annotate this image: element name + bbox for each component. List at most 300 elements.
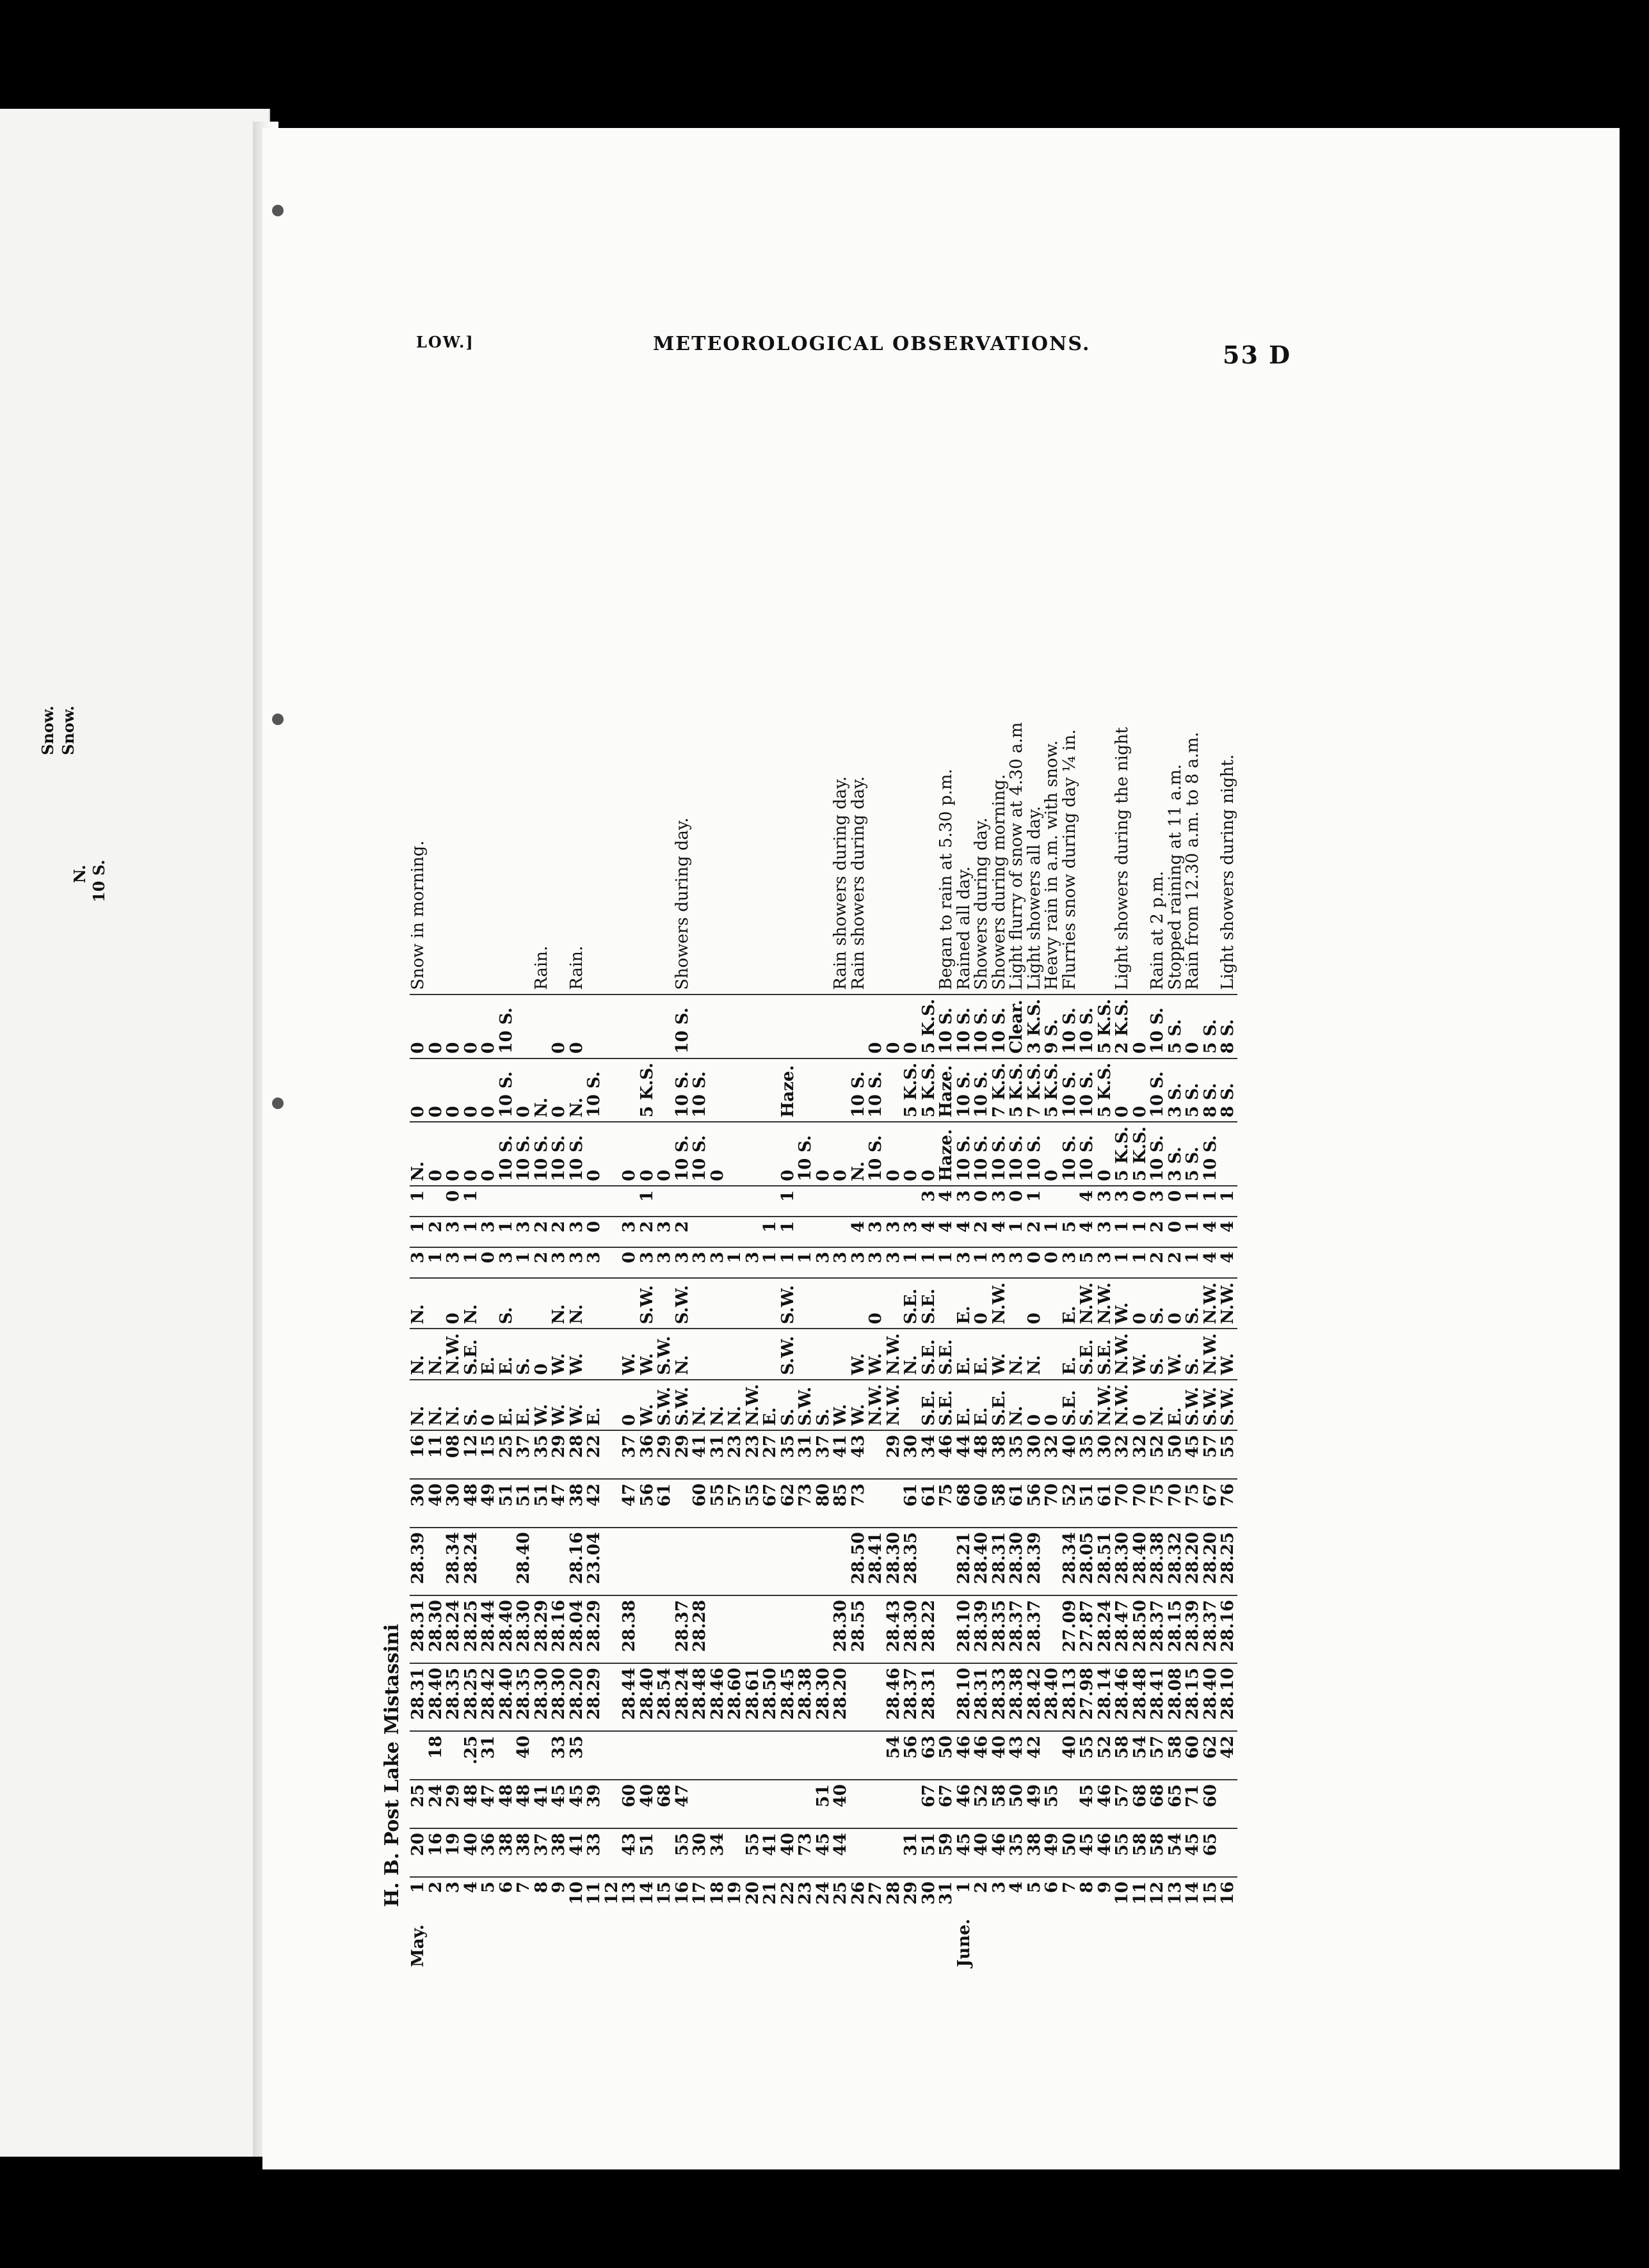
cell-d3 (639, 1528, 657, 1595)
binding-stitch (272, 1098, 284, 1109)
cell-d2: 28.25 (463, 1595, 481, 1663)
cell-f3: 1 (1219, 1186, 1237, 1217)
cell-b: 48 (515, 1780, 533, 1828)
cell-a: 65 (1202, 1828, 1220, 1877)
cell-f3: 0 (445, 1186, 463, 1217)
cell-w2: S. (515, 1329, 533, 1379)
cell-d5: 16 (410, 1430, 428, 1479)
cell-w2: S. (1184, 1329, 1202, 1379)
cell-m (463, 1912, 481, 1971)
cell-d1: 28.50 (762, 1663, 780, 1731)
cell-d3 (709, 1528, 727, 1595)
cell-a: 51 (639, 1828, 657, 1877)
cell-c: 60 (1184, 1731, 1202, 1780)
cell-d5: 45 (1184, 1430, 1202, 1479)
cell-a: 41 (568, 1828, 586, 1877)
cell-c: 40 (991, 1731, 1009, 1780)
cell-c3 (691, 994, 709, 1058)
cell-m (903, 1912, 921, 1971)
cell-c3: 10 S. (498, 994, 516, 1058)
cell-m (938, 1912, 956, 1971)
cell-c1 (744, 1122, 762, 1186)
cell-r (1202, 416, 1220, 994)
cell-c (709, 1731, 727, 1780)
cell-c: 46 (956, 1731, 974, 1780)
cell-d1: 28.40 (639, 1663, 657, 1731)
cell-a: 30 (691, 1828, 709, 1877)
cell-w2 (762, 1329, 780, 1379)
cell-c (445, 1731, 463, 1780)
table-row (903, 416, 921, 1971)
cell-a: 41 (762, 1828, 780, 1877)
cell-f3 (498, 1186, 516, 1217)
cell-d: 13 (620, 1881, 639, 1905)
cell-d4: 38 (568, 1479, 586, 1528)
cell-d3 (727, 1528, 744, 1595)
cell-f2: 2 (533, 1217, 551, 1247)
table-row (1026, 416, 1044, 1971)
cell-c1: 5 S. (1184, 1122, 1202, 1186)
cell-d4: 73 (850, 1479, 868, 1528)
cell-c1: 0 (445, 1122, 463, 1186)
cell-d3: 28.25 (1219, 1528, 1237, 1595)
cell-w1: N. (428, 1380, 446, 1430)
cell-c: 57 (1149, 1731, 1167, 1780)
cell-a: 20 (410, 1828, 428, 1877)
cell-c1: Haze. (938, 1122, 956, 1186)
cell-d1: 28.37 (903, 1663, 921, 1731)
cell-d1: 28.35 (445, 1663, 463, 1731)
cell-w1: S.E. (1061, 1380, 1079, 1430)
cell-c3: 0 (903, 994, 921, 1058)
cell-a: 31 (903, 1828, 921, 1877)
cell-d1: 28.30 (551, 1663, 568, 1731)
cell-c3: 10 S. (956, 994, 974, 1058)
cell-f1: 1 (1132, 1247, 1150, 1278)
cell-b (604, 1780, 622, 1828)
cell-d4: 75 (1184, 1479, 1202, 1528)
cell-f3 (815, 1186, 833, 1217)
cell-a: 49 (1043, 1828, 1061, 1877)
cell-d3: 28.32 (1167, 1528, 1185, 1595)
table-row (621, 416, 639, 1971)
cell-d5 (604, 1430, 622, 1479)
cell-c1: 10 S. (1202, 1122, 1220, 1186)
cell-f2: 4 (921, 1217, 938, 1247)
cell-w2: S.E. (1079, 1329, 1097, 1379)
cell-d3 (921, 1528, 938, 1595)
cell-b (762, 1780, 780, 1828)
cell-c: 56 (903, 1731, 921, 1780)
cell-d2: 28.10 (956, 1595, 974, 1663)
observation-table-rotated (410, 416, 1319, 1971)
cell-d5: 38 (991, 1430, 1009, 1479)
cell-d4: 75 (938, 1479, 956, 1528)
cell-a: 38 (498, 1828, 516, 1877)
cell-r (1079, 416, 1097, 994)
cell-d4 (885, 1479, 903, 1528)
cell-a: 36 (480, 1828, 498, 1877)
cell-f1: 0 (1026, 1247, 1044, 1278)
cell-f2 (744, 1217, 762, 1247)
cell-m (1149, 1912, 1167, 1971)
cell-d: 6 (1042, 1881, 1061, 1894)
cell-w3 (762, 1278, 780, 1329)
cell-c1: 0 (480, 1122, 498, 1186)
cell-c2: 10 S. (586, 1058, 604, 1122)
cell-c: 62 (1202, 1731, 1220, 1780)
cell-m: June. (954, 1919, 974, 1967)
cell-f3: 3 (1114, 1186, 1132, 1217)
cell-f1: 3 (1061, 1247, 1079, 1278)
cell-b (850, 1780, 868, 1828)
cell-d: 7 (1059, 1881, 1079, 1894)
cell-r (604, 416, 622, 994)
cell-d3 (551, 1528, 568, 1595)
cell-a: 45 (815, 1828, 833, 1877)
cell-r: Showers during morning. (991, 416, 1009, 994)
cell-w1: S.W. (656, 1380, 674, 1430)
cell-f1: 1 (515, 1247, 533, 1278)
cell-d3: 28.39 (410, 1528, 428, 1595)
cell-d4: 70 (1114, 1479, 1132, 1528)
cell-m (656, 1912, 674, 1971)
cell-d4: 52 (1061, 1479, 1079, 1528)
cell-r: Flurries snow during day ¼ in. (1061, 416, 1079, 994)
cell-d1: 28.24 (674, 1663, 692, 1731)
cell-d2: 28.55 (850, 1595, 868, 1663)
cell-c3 (639, 994, 657, 1058)
cell-a (604, 1828, 622, 1877)
cell-b: 29 (445, 1780, 463, 1828)
cell-d3: 28.05 (1079, 1528, 1097, 1595)
cell-c2: 10 S. (498, 1058, 516, 1122)
cell-d5: 37 (815, 1430, 833, 1479)
cell-f1: 3 (674, 1247, 692, 1278)
cell-w2: S.W. (656, 1329, 674, 1379)
cell-f2: 3 (885, 1217, 903, 1247)
cell-c: 43 (1008, 1731, 1026, 1780)
table-row (832, 416, 850, 1971)
cell-c: 31 (480, 1731, 498, 1780)
cell-r: Showers during day. (674, 416, 692, 994)
cell-w2: E. (480, 1329, 498, 1379)
cell-w2: W. (621, 1329, 639, 1379)
cell-w3: N. (463, 1278, 481, 1329)
cell-w3: N.W. (1202, 1278, 1220, 1329)
cell-f2: 4 (1202, 1217, 1220, 1247)
cell-w2: N. (1008, 1329, 1026, 1379)
cell-c2 (762, 1058, 780, 1122)
cell-r (903, 416, 921, 994)
cell-a: 45 (1184, 1828, 1202, 1877)
cell-d: 21 (760, 1881, 780, 1905)
cell-f1: 1 (797, 1247, 815, 1278)
left-fragment-snow-2: Snow. (59, 705, 77, 755)
cell-d: 8 (1077, 1881, 1097, 1894)
cell-d: 19 (725, 1881, 744, 1905)
cell-b: 48 (498, 1780, 516, 1828)
cell-d5: 28 (568, 1430, 586, 1479)
cell-d2: 28.44 (480, 1595, 498, 1663)
cell-r (586, 416, 604, 994)
cell-m (1167, 1912, 1185, 1971)
cell-d1: 28.45 (780, 1663, 798, 1731)
cell-a: 38 (551, 1828, 568, 1877)
cell-c1: 10 S. (1008, 1122, 1026, 1186)
cell-c2: 5 K.S. (639, 1058, 657, 1122)
cell-m (797, 1912, 815, 1971)
cell-f3 (727, 1186, 744, 1217)
cell-f1: 3 (586, 1247, 604, 1278)
cell-d2: 28.29 (586, 1595, 604, 1663)
cell-d5: 23 (744, 1430, 762, 1479)
cell-d5: 29 (656, 1430, 674, 1479)
cell-d1: 28.20 (568, 1663, 586, 1731)
cell-w3: S.E. (921, 1278, 938, 1329)
cell-m (867, 1912, 885, 1971)
cell-f1: 3 (410, 1247, 428, 1278)
cell-d: 1 (954, 1881, 974, 1894)
cell-f1: 3 (956, 1247, 974, 1278)
cell-w1: E. (762, 1380, 780, 1430)
cell-w1: E. (956, 1380, 974, 1430)
cell-w3: S.W. (639, 1278, 657, 1329)
cell-a: 73 (797, 1828, 815, 1877)
cell-d5: 27 (762, 1430, 780, 1479)
cell-d1 (604, 1663, 622, 1731)
cell-f3 (850, 1186, 868, 1217)
table-row (1219, 416, 1237, 1971)
cell-d5: 48 (973, 1430, 991, 1479)
cell-d2: 28.28 (691, 1595, 709, 1663)
cell-f3 (480, 1186, 498, 1217)
cell-r (780, 416, 798, 994)
cell-c2 (709, 1058, 727, 1122)
cell-f2: 1 (762, 1217, 780, 1247)
cell-d3: 28.39 (1026, 1528, 1044, 1595)
cell-d4: 70 (1043, 1479, 1061, 1528)
cell-c3: 8 S. (1219, 994, 1237, 1058)
cell-c2: 10 S. (1061, 1058, 1079, 1122)
cell-c3 (709, 994, 727, 1058)
cell-d1: 28.13 (1061, 1663, 1079, 1731)
cell-d1: 28.40 (498, 1663, 516, 1731)
cell-f1: 3 (445, 1247, 463, 1278)
cell-a: 34 (709, 1828, 727, 1877)
cell-w2: N. (410, 1329, 428, 1379)
cell-d: 4 (461, 1881, 481, 1894)
cell-d4: 58 (991, 1479, 1009, 1528)
cell-d: 8 (531, 1881, 551, 1894)
observation-rows (410, 416, 1237, 1971)
table-row (410, 416, 428, 1971)
cell-c1: 0 (621, 1122, 639, 1186)
cell-d2 (709, 1595, 727, 1663)
cell-w3 (621, 1278, 639, 1329)
cell-c1: 0 (428, 1122, 446, 1186)
cell-d4: 56 (639, 1479, 657, 1528)
cell-w3: N. (568, 1278, 586, 1329)
cell-r (656, 416, 674, 994)
cell-d2: 28.38 (621, 1595, 639, 1663)
cell-f2: 3 (867, 1217, 885, 1247)
cell-f3: 1 (410, 1186, 428, 1217)
cell-d4: 67 (762, 1479, 780, 1528)
cell-d4: 75 (1149, 1479, 1167, 1528)
cell-c2: 0 (445, 1058, 463, 1122)
cell-c1: 10 S. (973, 1122, 991, 1186)
cell-c2 (815, 1058, 833, 1122)
cell-a: 40 (973, 1828, 991, 1877)
cell-f3: 4 (1079, 1186, 1097, 1217)
cell-d1: 28.42 (1026, 1663, 1044, 1731)
cell-a: 44 (832, 1828, 850, 1877)
cell-b (727, 1780, 744, 1828)
cell-r (428, 416, 446, 994)
cell-m (973, 1912, 991, 1971)
cell-d1: 28.40 (1202, 1663, 1220, 1731)
cell-d3: 23.04 (586, 1528, 604, 1595)
cell-d1: 28.48 (1132, 1663, 1150, 1731)
cell-c3: 5 S. (1202, 994, 1220, 1058)
cell-f2: 4 (850, 1217, 868, 1247)
cell-w2: S.E. (921, 1329, 938, 1379)
cell-c1: 10 S. (674, 1122, 692, 1186)
cell-d3: 28.30 (1114, 1528, 1132, 1595)
cell-c3: 0 (428, 994, 446, 1058)
cell-d2 (762, 1595, 780, 1663)
cell-d5: 57 (1202, 1430, 1220, 1479)
cell-w1: N.W. (744, 1380, 762, 1430)
cell-f2 (797, 1217, 815, 1247)
cell-d2 (797, 1595, 815, 1663)
cell-c2: 0 (1132, 1058, 1150, 1122)
cell-d5: 34 (921, 1430, 938, 1479)
table-row (921, 416, 938, 1971)
cell-d: 27 (866, 1881, 885, 1905)
cell-d2: 28.30 (428, 1595, 446, 1663)
cell-c2: 8 S. (1219, 1058, 1237, 1122)
cell-r (621, 416, 639, 994)
cell-a: 46 (1097, 1828, 1114, 1877)
cell-d4: 60 (691, 1479, 709, 1528)
cell-c (586, 1731, 604, 1780)
cell-c1: 10 S. (956, 1122, 974, 1186)
cell-r: Light showers all day. (1026, 416, 1044, 994)
cell-d3: 28.30 (885, 1528, 903, 1595)
cell-b: 67 (938, 1780, 956, 1828)
cell-w1: E. (973, 1380, 991, 1430)
table-row (991, 416, 1009, 1971)
cell-w1: S.E. (938, 1380, 956, 1430)
table-row (850, 416, 868, 1971)
cell-c (691, 1731, 709, 1780)
cell-d1: 28.38 (1008, 1663, 1026, 1731)
cell-c2 (744, 1058, 762, 1122)
cell-w1: S. (1079, 1380, 1097, 1430)
cell-d3: 28.35 (903, 1528, 921, 1595)
cell-w3: 0 (867, 1278, 885, 1329)
cell-f3 (744, 1186, 762, 1217)
cell-d4: 51 (533, 1479, 551, 1528)
cell-f3 (709, 1186, 727, 1217)
cell-c3: Clear. (1008, 994, 1026, 1058)
cell-d: 11 (1130, 1881, 1150, 1905)
table-row (1097, 416, 1114, 1971)
cell-c1 (762, 1122, 780, 1186)
cell-f3 (656, 1186, 674, 1217)
cell-c3: 0 (1184, 994, 1202, 1058)
cell-b: 57 (1114, 1780, 1132, 1828)
cell-c2: 5 S. (1184, 1058, 1202, 1122)
cell-d3 (428, 1528, 446, 1595)
cell-d5: 30 (1026, 1430, 1044, 1479)
cell-d5: 35 (780, 1430, 798, 1479)
cell-f3: 1 (463, 1186, 481, 1217)
cell-d4: 70 (1132, 1479, 1150, 1528)
cell-f1: 0 (621, 1247, 639, 1278)
cell-r (797, 416, 815, 994)
cell-w1: S. (463, 1380, 481, 1430)
cell-c3: 0 (885, 994, 903, 1058)
cell-d1: 28.10 (956, 1663, 974, 1731)
cell-a: 16 (428, 1828, 446, 1877)
cell-c3: 10 S. (973, 994, 991, 1058)
cell-d: 29 (901, 1881, 921, 1905)
cell-c2: 0 (480, 1058, 498, 1122)
cell-w3 (832, 1278, 850, 1329)
cell-f2: 3 (480, 1217, 498, 1247)
cell-d: 2 (972, 1881, 991, 1894)
cell-c1: 0 (709, 1122, 727, 1186)
cell-r (639, 416, 657, 994)
table-row (445, 416, 463, 1971)
cell-w3 (815, 1278, 833, 1329)
cell-w1: N. (709, 1380, 727, 1430)
cell-d2: 28.35 (991, 1595, 1009, 1663)
cell-w2: N.W. (445, 1329, 463, 1379)
table-row (1061, 416, 1079, 1971)
table-row (1167, 416, 1185, 1971)
cell-m (586, 1912, 604, 1971)
cell-m (568, 1912, 586, 1971)
cell-d2: 28.24 (445, 1595, 463, 1663)
cell-b: 45 (551, 1780, 568, 1828)
left-fragment-snow-1: Snow. (38, 705, 57, 755)
cell-c (867, 1731, 885, 1780)
cell-w2: E. (1061, 1329, 1079, 1379)
cell-f1: 3 (991, 1247, 1009, 1278)
cell-c1: 0 (1043, 1122, 1061, 1186)
cell-d2: 28.39 (1184, 1595, 1202, 1663)
cell-c3 (780, 994, 798, 1058)
cell-d: 10 (567, 1881, 586, 1905)
cell-c: 42 (1026, 1731, 1044, 1780)
cell-c3 (621, 994, 639, 1058)
cell-m (480, 1912, 498, 1971)
cell-c1: 0 (903, 1122, 921, 1186)
cell-b: 48 (463, 1780, 481, 1828)
cell-d4: 70 (1167, 1479, 1185, 1528)
cell-a: 55 (674, 1828, 692, 1877)
cell-w1: W. (568, 1380, 586, 1430)
cell-a (727, 1828, 744, 1877)
cell-c3: 0 (867, 994, 885, 1058)
cell-d1: 28.41 (1149, 1663, 1167, 1731)
table-row (1079, 416, 1097, 1971)
cell-w2: W. (1132, 1329, 1150, 1379)
